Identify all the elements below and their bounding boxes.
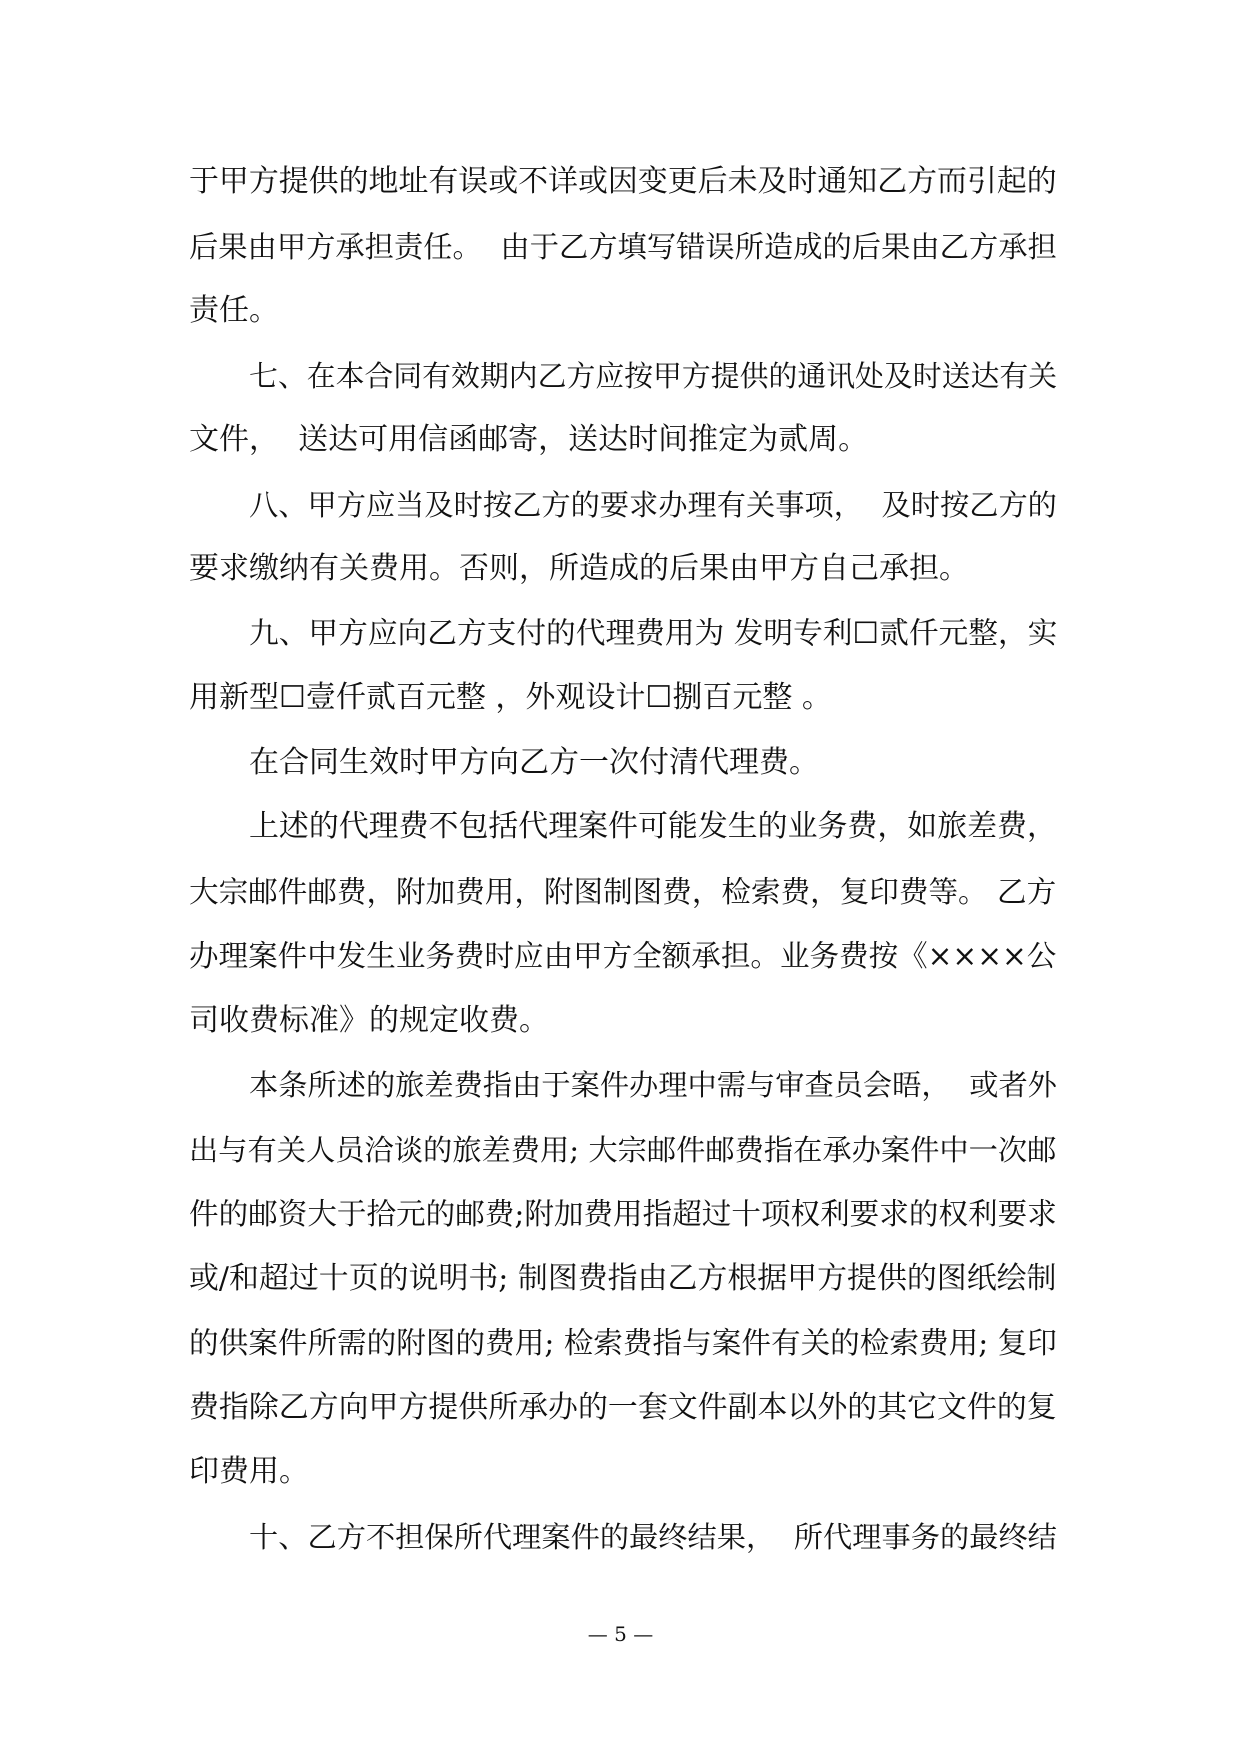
text-line: 费指除乙方向甲方提供所承办的一套文件副本以外的其它文件的复 [189,1389,1057,1425]
text-line: 印费用。 [189,1454,309,1489]
text-line: 或/和超过十页的说明书; 制图费指由乙方根据甲方提供的图纸绘制 [189,1260,1057,1296]
text-line: 出与有关人员洽谈的旅差费用; 大宗邮件邮费指在承办案件中一次邮 [189,1132,1057,1167]
text-line: 大宗邮件邮费，附加费用，附图制图费，检索费，复印费等。 乙方 [189,874,1057,909]
body-text [189,150,1057,1569]
text-line: 十、乙方不担保所代理案件的最终结果， 所代理事务的最终结 [249,1519,1057,1554]
page-number: — 5 — [587,1622,654,1646]
text-line: 司收费标准》的规定收费。 [189,1002,549,1038]
text-line: 本条所述的旅差费指由于案件办理中需与审查员会晤， 或者外 [249,1068,1057,1102]
text-line: 的供案件所需的附图的费用; 检索费指与案件有关的检索费用; 复印 [189,1326,1057,1360]
text-line: 七、在本合同有效期内乙方应按甲方提供的通讯处及时送达有关 [249,358,1058,393]
text-line: 后果由甲方承担责任。 由于乙方填写错误所造成的后果由乙方承担 [189,229,1057,264]
text-line: 用新型☐壹仟贰百元整 ，外观设计☐捌百元整 。 [189,680,832,715]
text-line: 责任。 [189,293,279,328]
text-line: 件的邮资大于拾元的邮费;附加费用指超过十项权利要求的权利要求 [189,1197,1057,1231]
text-line: 九、甲方应向乙方支付的代理费用为 发明专利☐贰仟元整，实 [249,615,1058,651]
text-line: 上述的代理费不包括代理案件可能发生的业务费，如旅差费， [249,809,1057,844]
text-line: 要求缴纳有关费用。否则，所造成的后果由甲方自己承担。 [189,551,969,586]
text-line: 在合同生效时甲方向乙方一次付清代理费。 [249,744,819,780]
text-line: 八、甲方应当及时按乙方的要求办理有关事项， 及时按乙方的 [249,487,1057,522]
text-line: 文件， 送达可用信函邮寄，送达时间推定为贰周。 [189,422,869,457]
text-line: 办理案件中发生业务费时应由甲方全额承担。业务费按《××××公 [189,939,1057,973]
text-line: 于甲方提供的地址有误或不详或因变更后未及时通知乙方而引起的 [189,164,1057,199]
